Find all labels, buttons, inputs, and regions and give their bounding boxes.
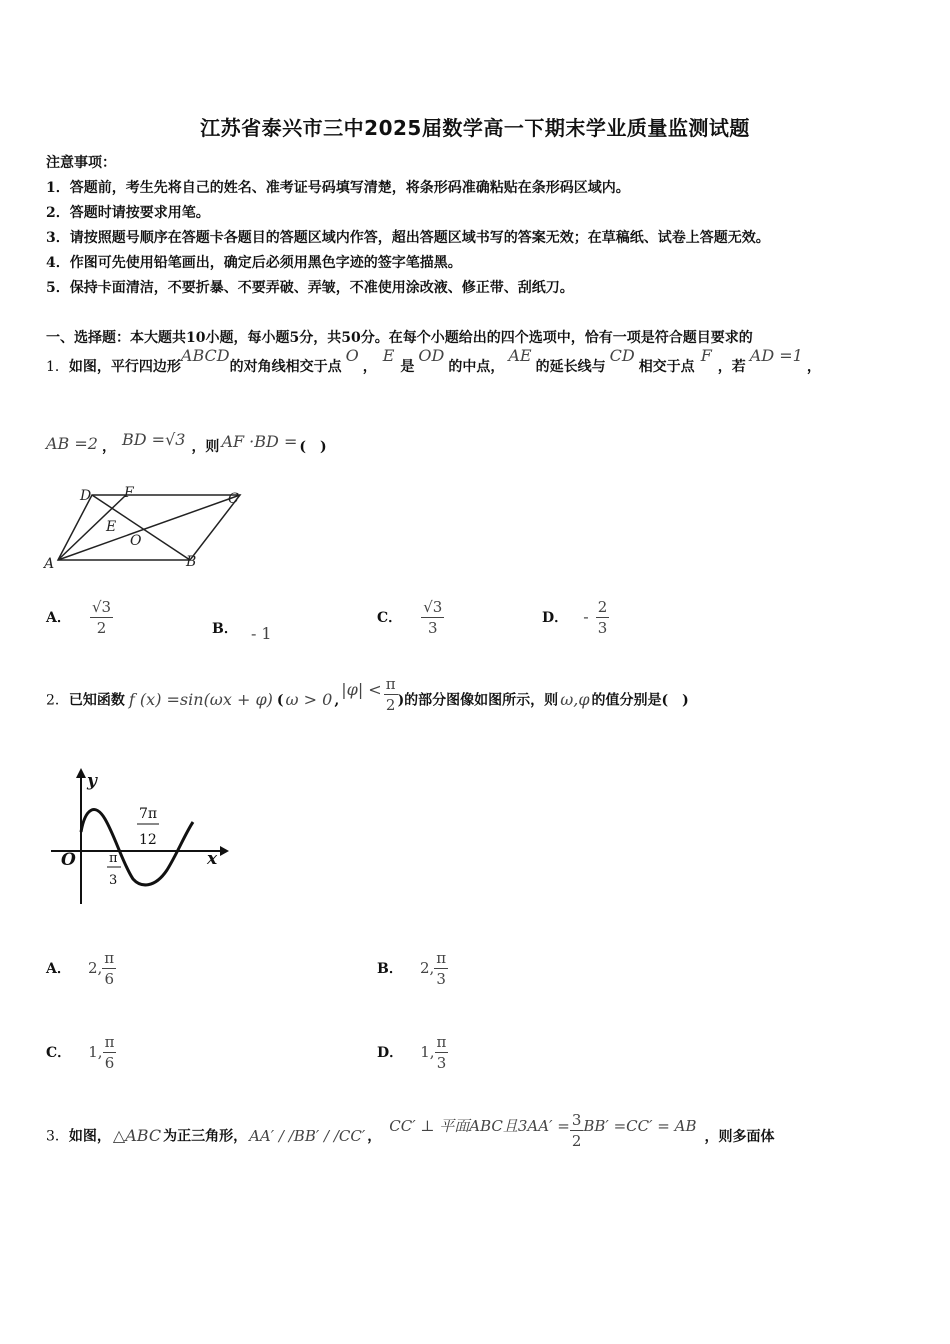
q3-text: ， bbox=[367, 1128, 382, 1145]
notice-item: 4．作图可先使用铅笔画出，确定后必须用黑色字迹的签字笔描黑。 bbox=[46, 255, 462, 271]
q2-option-b[interactable] bbox=[377, 948, 448, 989]
label-a: A bbox=[44, 556, 55, 572]
math-ae: AE bbox=[508, 346, 532, 365]
fraction-num: π bbox=[104, 1033, 115, 1051]
fraction-den: 3 bbox=[436, 970, 446, 988]
q3-text: 为正三角形， bbox=[163, 1128, 248, 1145]
q1-text: ， bbox=[806, 359, 821, 375]
y-axis-arrow bbox=[76, 768, 86, 778]
q2-text: 的值分别是( ) bbox=[591, 692, 689, 709]
option-label: D． bbox=[377, 1045, 404, 1061]
q3-text: 如图， bbox=[68, 1128, 111, 1145]
fraction-den: 3 bbox=[428, 619, 438, 637]
fraction bbox=[434, 948, 448, 989]
fraction bbox=[570, 1110, 584, 1151]
fraction bbox=[103, 1032, 117, 1073]
q1-option-c[interactable] bbox=[377, 597, 444, 638]
label-c: C bbox=[228, 491, 239, 507]
option-label: D． bbox=[542, 610, 569, 626]
q1-option-d[interactable] bbox=[542, 597, 609, 638]
math-f: F bbox=[700, 346, 712, 365]
fraction-den: 2 bbox=[96, 619, 107, 637]
x-label: x bbox=[207, 849, 218, 869]
q3-text: ，则多面体 bbox=[704, 1128, 775, 1145]
y-label: y bbox=[87, 771, 97, 791]
question-number: 1． bbox=[46, 359, 69, 375]
fraction bbox=[421, 597, 444, 638]
fraction-num: π bbox=[104, 949, 115, 967]
math-af-bd: AF ·BD = bbox=[221, 432, 298, 451]
parallelogram-figure bbox=[40, 480, 250, 575]
math-condition-2: BB′ =CC′ = AB bbox=[583, 1116, 697, 1135]
q1-text: 的延长线与 bbox=[535, 359, 606, 375]
option-sign: - bbox=[583, 607, 589, 626]
math-phi: |φ| < bbox=[341, 679, 382, 699]
sine-curve bbox=[81, 810, 193, 885]
q2-option-a[interactable] bbox=[46, 948, 116, 989]
fraction bbox=[90, 597, 113, 638]
fraction-den: 3 bbox=[436, 1054, 447, 1072]
label-b: B bbox=[186, 554, 197, 570]
math-omega-phi: ω,φ bbox=[560, 689, 590, 709]
fraction-num: π bbox=[436, 1033, 447, 1051]
q1-text: ( ) bbox=[299, 439, 327, 455]
fraction bbox=[435, 1032, 449, 1073]
notice-item: 3．请按照题号顺序在答题卡各题目的答题区域内作答，超出答题区域书写的答案无效；在草稿纸、试卷上答题无效。 bbox=[46, 230, 770, 246]
option-value: - 1 bbox=[250, 624, 272, 643]
tick-pi-den: 3 bbox=[109, 873, 118, 888]
math-o: O bbox=[345, 346, 359, 365]
option-label: B． bbox=[212, 621, 238, 637]
fraction-den: 2 bbox=[385, 696, 396, 714]
fraction bbox=[102, 948, 116, 989]
label-f: F bbox=[124, 485, 134, 501]
label-d: D bbox=[80, 488, 92, 504]
math-e: E bbox=[382, 346, 395, 365]
option-label: C． bbox=[377, 610, 403, 626]
sine-graph bbox=[45, 764, 230, 909]
label-o: O bbox=[130, 533, 142, 549]
fraction-num: 3 bbox=[571, 1111, 582, 1129]
notice-item: 2．答题时请按要求用笔。 bbox=[46, 205, 210, 221]
fraction-den: 2 bbox=[571, 1132, 582, 1150]
math-parallel: AA′ / /BB′ / /CC′ bbox=[249, 1126, 366, 1145]
fraction-num: 2 bbox=[597, 598, 608, 616]
math-cd: CD bbox=[609, 346, 635, 365]
option-prefix: 2, bbox=[87, 959, 103, 977]
math-condition-1: CC′ ⊥ 平面ABC且3AA′ = bbox=[389, 1116, 570, 1135]
option-label: B． bbox=[377, 961, 403, 977]
tick-7pi-den: 12 bbox=[139, 832, 157, 848]
origin-label: O bbox=[61, 850, 76, 870]
math-od: OD bbox=[418, 346, 445, 365]
fraction bbox=[596, 597, 610, 638]
fraction-num: π bbox=[436, 949, 447, 967]
notice-item: 1．答题前，考生先将自己的姓名、准考证号码填写清楚，将条形码准确粘贴在条形码区域内。 bbox=[46, 180, 630, 196]
fraction-den: 3 bbox=[597, 619, 608, 637]
fraction-num: √3 bbox=[423, 598, 443, 616]
section-heading: 一、选择题：本大题共10小题，每小题5分，共50分。在每个小题给出的四个选项中，恰有一项是符合题目要求的 bbox=[46, 330, 753, 346]
tick-pi-num: π bbox=[109, 851, 118, 866]
q1-text: 的中点， bbox=[448, 359, 505, 375]
question-number: 2． bbox=[46, 692, 69, 709]
q1-option-b[interactable] bbox=[212, 618, 272, 643]
option-prefix: 2, bbox=[419, 959, 435, 977]
q1-text: ，若 bbox=[717, 359, 746, 375]
q2-text: ( bbox=[276, 692, 284, 709]
diagonal-ac bbox=[58, 495, 240, 560]
math-abcd: ABCD bbox=[180, 346, 230, 365]
fraction-num: √3 bbox=[91, 598, 112, 616]
fraction-num: π bbox=[385, 675, 396, 693]
fraction bbox=[384, 674, 398, 715]
tick-7pi-num: 7π bbox=[139, 806, 158, 822]
q1-text: 是 bbox=[400, 359, 415, 375]
option-prefix: 1, bbox=[420, 1043, 435, 1061]
q2-option-c[interactable] bbox=[46, 1032, 116, 1073]
math-omega: ω > 0 bbox=[285, 689, 333, 709]
q2-option-d[interactable] bbox=[377, 1032, 448, 1073]
fraction-den: 6 bbox=[104, 970, 114, 988]
question-1-line-1 bbox=[46, 346, 821, 376]
question-1-line-2 bbox=[46, 430, 327, 456]
question-2-line-1 bbox=[46, 675, 689, 721]
q2-text: )的部分图像如图所示，则 bbox=[397, 692, 559, 709]
q1-text: 如图，平行四边形 bbox=[68, 359, 181, 375]
option-prefix: 1, bbox=[88, 1043, 103, 1061]
x-axis-arrow bbox=[220, 846, 229, 856]
math-triangle: △ABC bbox=[112, 1125, 162, 1145]
option-label: A． bbox=[46, 961, 71, 977]
q1-text: 的对角线相交于点 bbox=[229, 359, 342, 375]
math-function: f (x) =sin(ωx + φ) bbox=[128, 689, 273, 709]
q1-text: ， bbox=[101, 439, 116, 455]
math-ab: AB =2 bbox=[46, 434, 98, 453]
math-bd: BD =√3 bbox=[121, 430, 186, 449]
fraction-den: 6 bbox=[104, 1054, 115, 1072]
math-ad: AD =1 bbox=[749, 346, 803, 365]
question-3-line-1 bbox=[46, 1111, 775, 1157]
page-title: 江苏省泰兴市三中2025届数学高一下期末学业质量监测试题 bbox=[200, 116, 750, 140]
option-label: C． bbox=[46, 1045, 72, 1061]
notice-heading: 注意事项： bbox=[46, 155, 116, 171]
q1-text: ， bbox=[362, 359, 377, 375]
notice-item: 5．保持卡面清洁，不要折暴、不要弄破、弄皱，不准使用涂改液、修正带、刮纸刀。 bbox=[46, 280, 574, 296]
q1-text: ，则 bbox=[191, 439, 220, 455]
q2-text: , bbox=[334, 692, 340, 709]
label-e: E bbox=[106, 519, 117, 535]
q1-text: 相交于点 bbox=[638, 359, 695, 375]
q2-text: 已知函数 bbox=[68, 692, 125, 709]
q1-option-a[interactable] bbox=[46, 597, 113, 638]
option-label: A． bbox=[46, 610, 71, 626]
question-number: 3． bbox=[46, 1128, 69, 1145]
